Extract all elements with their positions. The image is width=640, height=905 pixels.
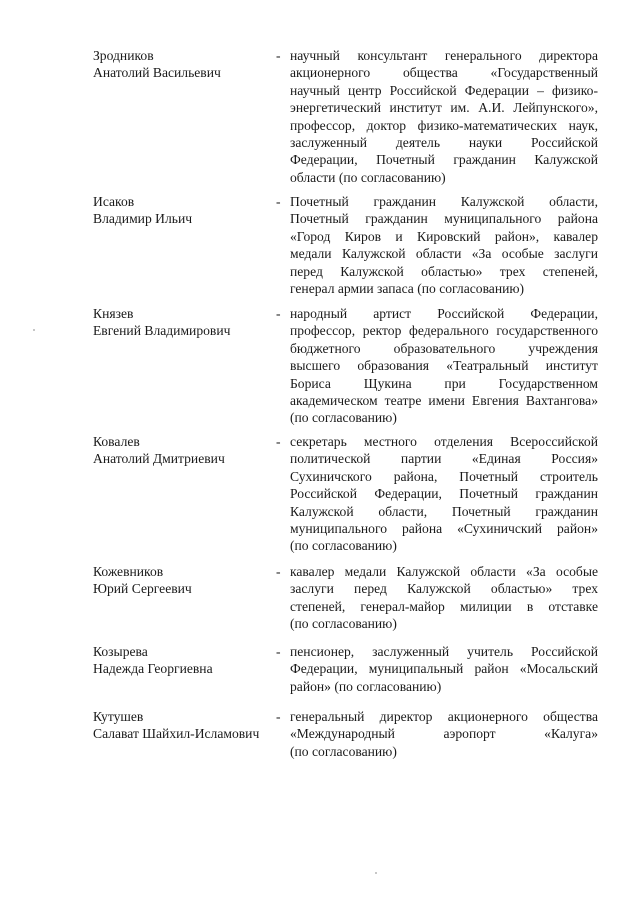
- member-description: [290, 305, 598, 427]
- description-line: кавалер медали Калужской области «За особые: [290, 564, 598, 579]
- member-name: [93, 708, 273, 743]
- member-surname: Козырева: [93, 644, 148, 659]
- member-description: [290, 193, 598, 297]
- description-line: генеральный директор акционерного общества: [290, 709, 598, 724]
- description-line: Почетный гражданин муниципального района: [290, 211, 598, 227]
- member-name: [93, 305, 273, 340]
- description-line: энергетический институт им. А.И. Лейпунского»,: [290, 100, 598, 116]
- member-given-name: Надежда Георгиевна: [93, 661, 213, 677]
- description-line: (по согласованию): [290, 743, 397, 759]
- description-line: секретарь местного отделения Всероссийской: [290, 434, 598, 449]
- member-description: [290, 708, 598, 760]
- description-line: генерал армии запаса (по согласованию): [290, 281, 525, 297]
- description-line: народный артист Российской Федерации,: [290, 306, 598, 321]
- member-description: [290, 47, 598, 186]
- member-description: [290, 643, 598, 695]
- description-line: области (по согласованию): [290, 169, 446, 185]
- separator-dash: -: [276, 644, 281, 659]
- description-line: научный центр Российской Федерации – физико-: [290, 82, 598, 98]
- description-line: бюджетного образовательного учреждения: [290, 340, 598, 356]
- description-line: Федерации, Почетный гражданин Калужской: [290, 152, 598, 168]
- description-line: Российской Федерации, Почетный гражданин: [290, 486, 598, 502]
- member-surname: Кожевников: [93, 564, 164, 579]
- description-line: муниципального района «Сухиничский район»: [290, 521, 598, 537]
- description-line: Почетный гражданин Калужской области,: [290, 194, 598, 209]
- member-description: [290, 433, 598, 555]
- description-line: акционерного общества «Государственный: [290, 65, 598, 81]
- member-given-name: Юрий Сергеевич: [93, 581, 192, 597]
- member-description: [290, 563, 598, 633]
- description-line: академическом театре имени Евгения Вахтангова»: [290, 393, 598, 409]
- description-line: (по согласованию): [290, 410, 397, 426]
- separator-dash: -: [276, 709, 281, 724]
- separator-dash: -: [276, 48, 281, 63]
- member-given-name: Анатолий Васильевич: [93, 65, 221, 81]
- separator-dash: -: [276, 194, 281, 209]
- member-name: [93, 563, 273, 598]
- description-line: заслуги перед Калужской областью» трех: [290, 581, 598, 597]
- scan-speck: [375, 872, 377, 874]
- member-name: [93, 47, 273, 82]
- description-line: профессор, ректор федерального государственного: [290, 323, 598, 339]
- description-line: перед Калужской областью» трех степеней,: [290, 263, 598, 279]
- description-line: пенсионер, заслуженный учитель Российской: [290, 644, 598, 659]
- member-name: [93, 433, 273, 468]
- member-surname: Кутушев: [93, 709, 144, 724]
- description-line: район» (по согласованию): [290, 678, 442, 694]
- description-line: «Город Киров и Кировский район», кавалер: [290, 228, 598, 244]
- member-surname: Князев: [93, 306, 134, 321]
- member-surname: Исаков: [93, 194, 135, 209]
- member-surname: Зродников: [93, 48, 154, 63]
- separator-dash: -: [276, 434, 281, 449]
- description-line: степеней, генерал-майор милиции в отставке: [290, 598, 598, 614]
- member-given-name: Анатолий Дмитриевич: [93, 451, 225, 467]
- member-surname: Ковалев: [93, 434, 140, 449]
- description-line: профессор, доктор физико-математических наук,: [290, 117, 598, 133]
- description-line: (по согласованию): [290, 616, 397, 632]
- description-line: Бориса Щукина при Государственном: [290, 375, 598, 391]
- separator-dash: -: [276, 564, 281, 579]
- description-line: политической партии «Единая Россия»: [290, 451, 598, 467]
- member-given-name: Салават Шайхил-Исламович: [93, 726, 260, 742]
- description-line: Калужской области, Почетный гражданин: [290, 503, 598, 519]
- description-line: Федерации, муниципальный район «Мосальский: [290, 661, 598, 677]
- member-name: [93, 643, 273, 678]
- member-name: [93, 193, 273, 228]
- description-line: медали Калужской области «За особые заслуги: [290, 246, 598, 262]
- separator-dash: -: [276, 306, 281, 321]
- member-given-name: Владимир Ильич: [93, 211, 193, 227]
- description-line: (по согласованию): [290, 538, 397, 554]
- description-line: научный консультант генерального директора: [290, 48, 598, 63]
- description-line: высшего образования «Театральный институт: [290, 358, 598, 374]
- description-line: Сухиничского района, Почетный строитель: [290, 468, 598, 484]
- member-given-name: Евгений Владимирович: [93, 323, 231, 339]
- description-line: «Международный аэропорт «Калуга»: [290, 726, 598, 742]
- scan-speck: [33, 329, 35, 331]
- description-line: заслуженный деятель науки Российской: [290, 135, 598, 151]
